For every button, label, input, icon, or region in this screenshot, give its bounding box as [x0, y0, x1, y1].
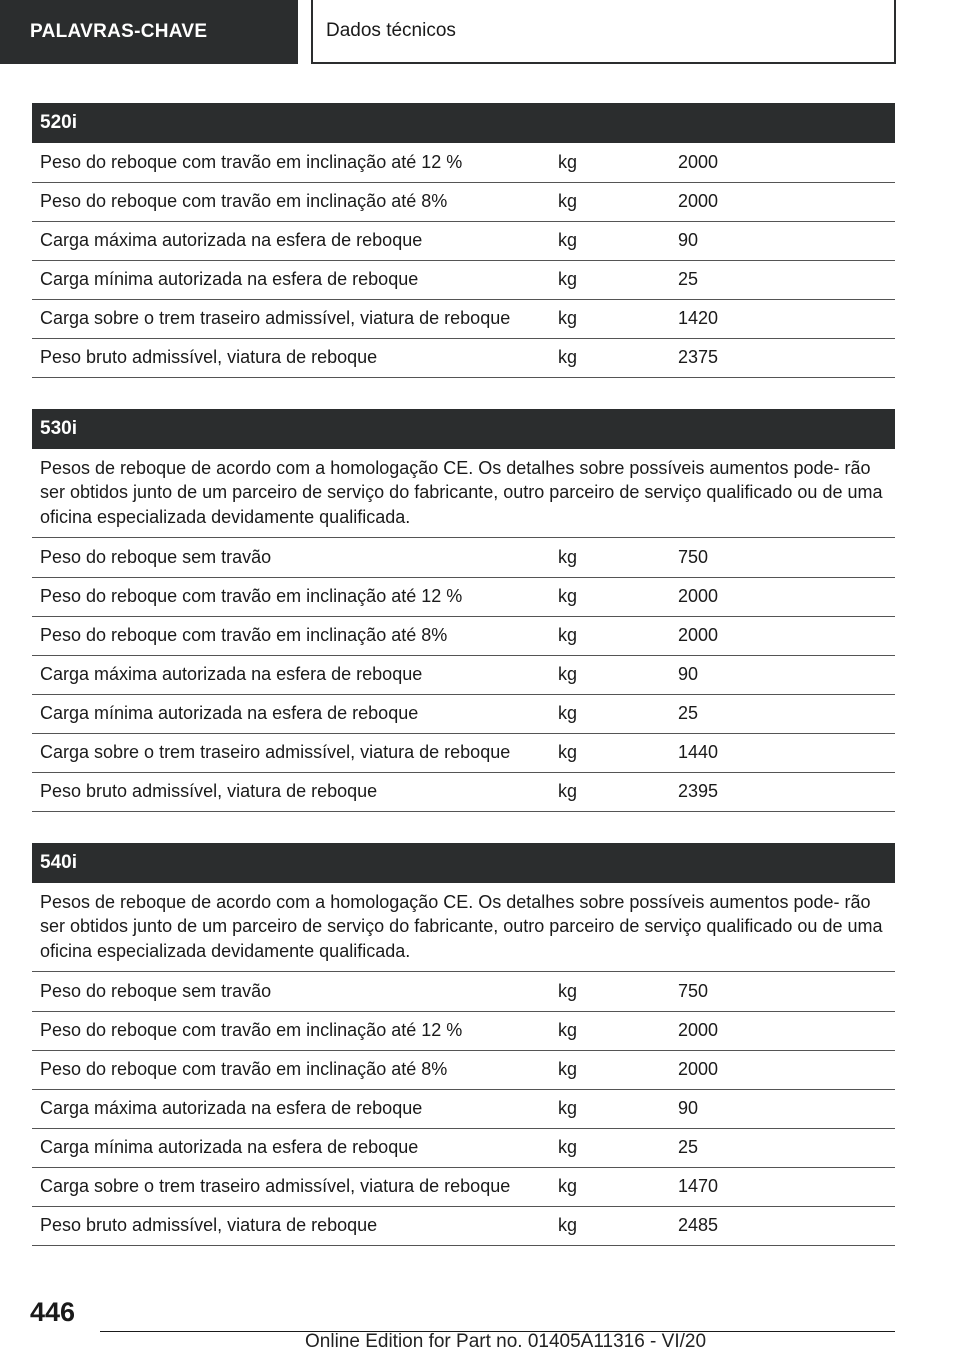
keywords-tab[interactable]: PALAVRAS-CHAVE — [0, 0, 298, 64]
spec-value: 90 — [670, 221, 895, 260]
table-row — [32, 1206, 895, 1245]
spec-unit: kg — [541, 338, 670, 377]
spec-unit: kg — [541, 299, 670, 338]
section-heading: 540i — [32, 843, 895, 883]
spec-unit: kg — [541, 972, 670, 1011]
page-header — [0, 0, 960, 66]
spec-label: Peso do reboque com travão em inclinação até 12 % — [32, 143, 541, 182]
table-row — [32, 538, 895, 577]
spec-value: 1470 — [670, 1167, 895, 1206]
spec-unit: kg — [541, 221, 670, 260]
spec-label: Peso do reboque com travão em inclinação até 8% — [32, 616, 541, 655]
table-row — [32, 772, 895, 811]
spec-unit: kg — [541, 182, 670, 221]
section-heading: 530i — [32, 409, 895, 449]
spec-label: Carga mínima autorizada na esfera de reboque — [32, 260, 541, 299]
spec-label: Peso do reboque com travão em inclinação até 12 % — [32, 1011, 541, 1050]
spec-label: Peso do reboque sem travão — [32, 538, 541, 577]
spec-value: 25 — [670, 260, 895, 299]
spec-value: 25 — [670, 1128, 895, 1167]
spec-value: 25 — [670, 694, 895, 733]
spec-value: 750 — [670, 972, 895, 1011]
section-note: Pesos de reboque de acordo com a homologação CE. Os detalhes sobre possíveis aumentos pode- rão ser obtidos junto de um parceiro de serviço do fabricante, outro parceiro de serviço qualificado ou de uma oficina especializada devidamente qualificada. — [32, 883, 895, 973]
spec-unit: kg — [541, 1011, 670, 1050]
table-row — [32, 1128, 895, 1167]
spec-label: Carga máxima autorizada na esfera de reboque — [32, 655, 541, 694]
table-row — [32, 221, 895, 260]
spec-label: Peso do reboque sem travão — [32, 972, 541, 1011]
spec-unit: kg — [541, 772, 670, 811]
spec-unit: kg — [541, 733, 670, 772]
spec-unit: kg — [541, 577, 670, 616]
table-row — [32, 338, 895, 377]
spec-unit: kg — [541, 616, 670, 655]
spec-unit: kg — [541, 1206, 670, 1245]
spec-value: 2375 — [670, 338, 895, 377]
spec-label: Carga sobre o trem traseiro admissível, viatura de reboque — [32, 299, 541, 338]
spec-unit: kg — [541, 655, 670, 694]
technical-data-content — [32, 103, 895, 1277]
spec-value: 1420 — [670, 299, 895, 338]
spec-value: 2000 — [670, 143, 895, 182]
spec-unit: kg — [541, 694, 670, 733]
spec-label: Carga máxima autorizada na esfera de reboque — [32, 1089, 541, 1128]
spec-section — [32, 103, 895, 378]
spec-table — [32, 538, 895, 812]
table-row — [32, 577, 895, 616]
spec-label: Peso do reboque com travão em inclinação até 8% — [32, 1050, 541, 1089]
table-row — [32, 1089, 895, 1128]
spec-label: Carga mínima autorizada na esfera de reboque — [32, 1128, 541, 1167]
table-row — [32, 1167, 895, 1206]
spec-table — [32, 972, 895, 1246]
spec-label: Peso bruto admissível, viatura de reboque — [32, 338, 541, 377]
table-row — [32, 972, 895, 1011]
spec-value: 2000 — [670, 182, 895, 221]
spec-unit: kg — [541, 538, 670, 577]
table-row — [32, 299, 895, 338]
spec-unit: kg — [541, 1128, 670, 1167]
spec-label: Carga máxima autorizada na esfera de reboque — [32, 221, 541, 260]
table-row — [32, 1011, 895, 1050]
spec-section — [32, 843, 895, 1246]
table-row — [32, 143, 895, 182]
spec-value: 2000 — [670, 1050, 895, 1089]
spec-value: 90 — [670, 655, 895, 694]
spec-label: Carga sobre o trem traseiro admissível, viatura de reboque — [32, 1167, 541, 1206]
chapter-title: Dados técnicos — [311, 0, 896, 64]
spec-value: 2000 — [670, 616, 895, 655]
section-note: Pesos de reboque de acordo com a homologação CE. Os detalhes sobre possíveis aumentos pode- rão ser obtidos junto de um parceiro de serviço do fabricante, outro parceiro de serviço qualificado ou de uma oficina especializada devidamente qualificada. — [32, 449, 895, 539]
spec-section — [32, 409, 895, 812]
spec-value: 90 — [670, 1089, 895, 1128]
spec-unit: kg — [541, 1167, 670, 1206]
spec-unit: kg — [541, 260, 670, 299]
table-row — [32, 733, 895, 772]
spec-unit: kg — [541, 143, 670, 182]
page-number: 446 — [30, 1297, 76, 1327]
spec-value: 2000 — [670, 1011, 895, 1050]
spec-label: Peso bruto admissível, viatura de reboque — [32, 1206, 541, 1245]
spec-unit: kg — [541, 1089, 670, 1128]
spec-value: 2485 — [670, 1206, 895, 1245]
spec-value: 2000 — [670, 577, 895, 616]
spec-label: Carga sobre o trem traseiro admissível, viatura de reboque — [32, 733, 541, 772]
section-heading: 520i — [32, 103, 895, 143]
spec-value: 2395 — [670, 772, 895, 811]
table-row — [32, 616, 895, 655]
spec-value: 1440 — [670, 733, 895, 772]
spec-label: Carga mínima autorizada na esfera de reboque — [32, 694, 541, 733]
spec-unit: kg — [541, 1050, 670, 1089]
table-row — [32, 694, 895, 733]
spec-label: Peso bruto admissível, viatura de reboque — [32, 772, 541, 811]
edition-note: Online Edition for Part no. 01405A11316 - VI/20 — [305, 1331, 707, 1352]
table-row — [32, 1050, 895, 1089]
spec-label: Peso do reboque com travão em inclinação até 12 % — [32, 577, 541, 616]
table-row — [32, 182, 895, 221]
table-row — [32, 260, 895, 299]
spec-value: 750 — [670, 538, 895, 577]
spec-label: Peso do reboque com travão em inclinação até 8% — [32, 182, 541, 221]
spec-table — [32, 143, 895, 378]
table-row — [32, 655, 895, 694]
